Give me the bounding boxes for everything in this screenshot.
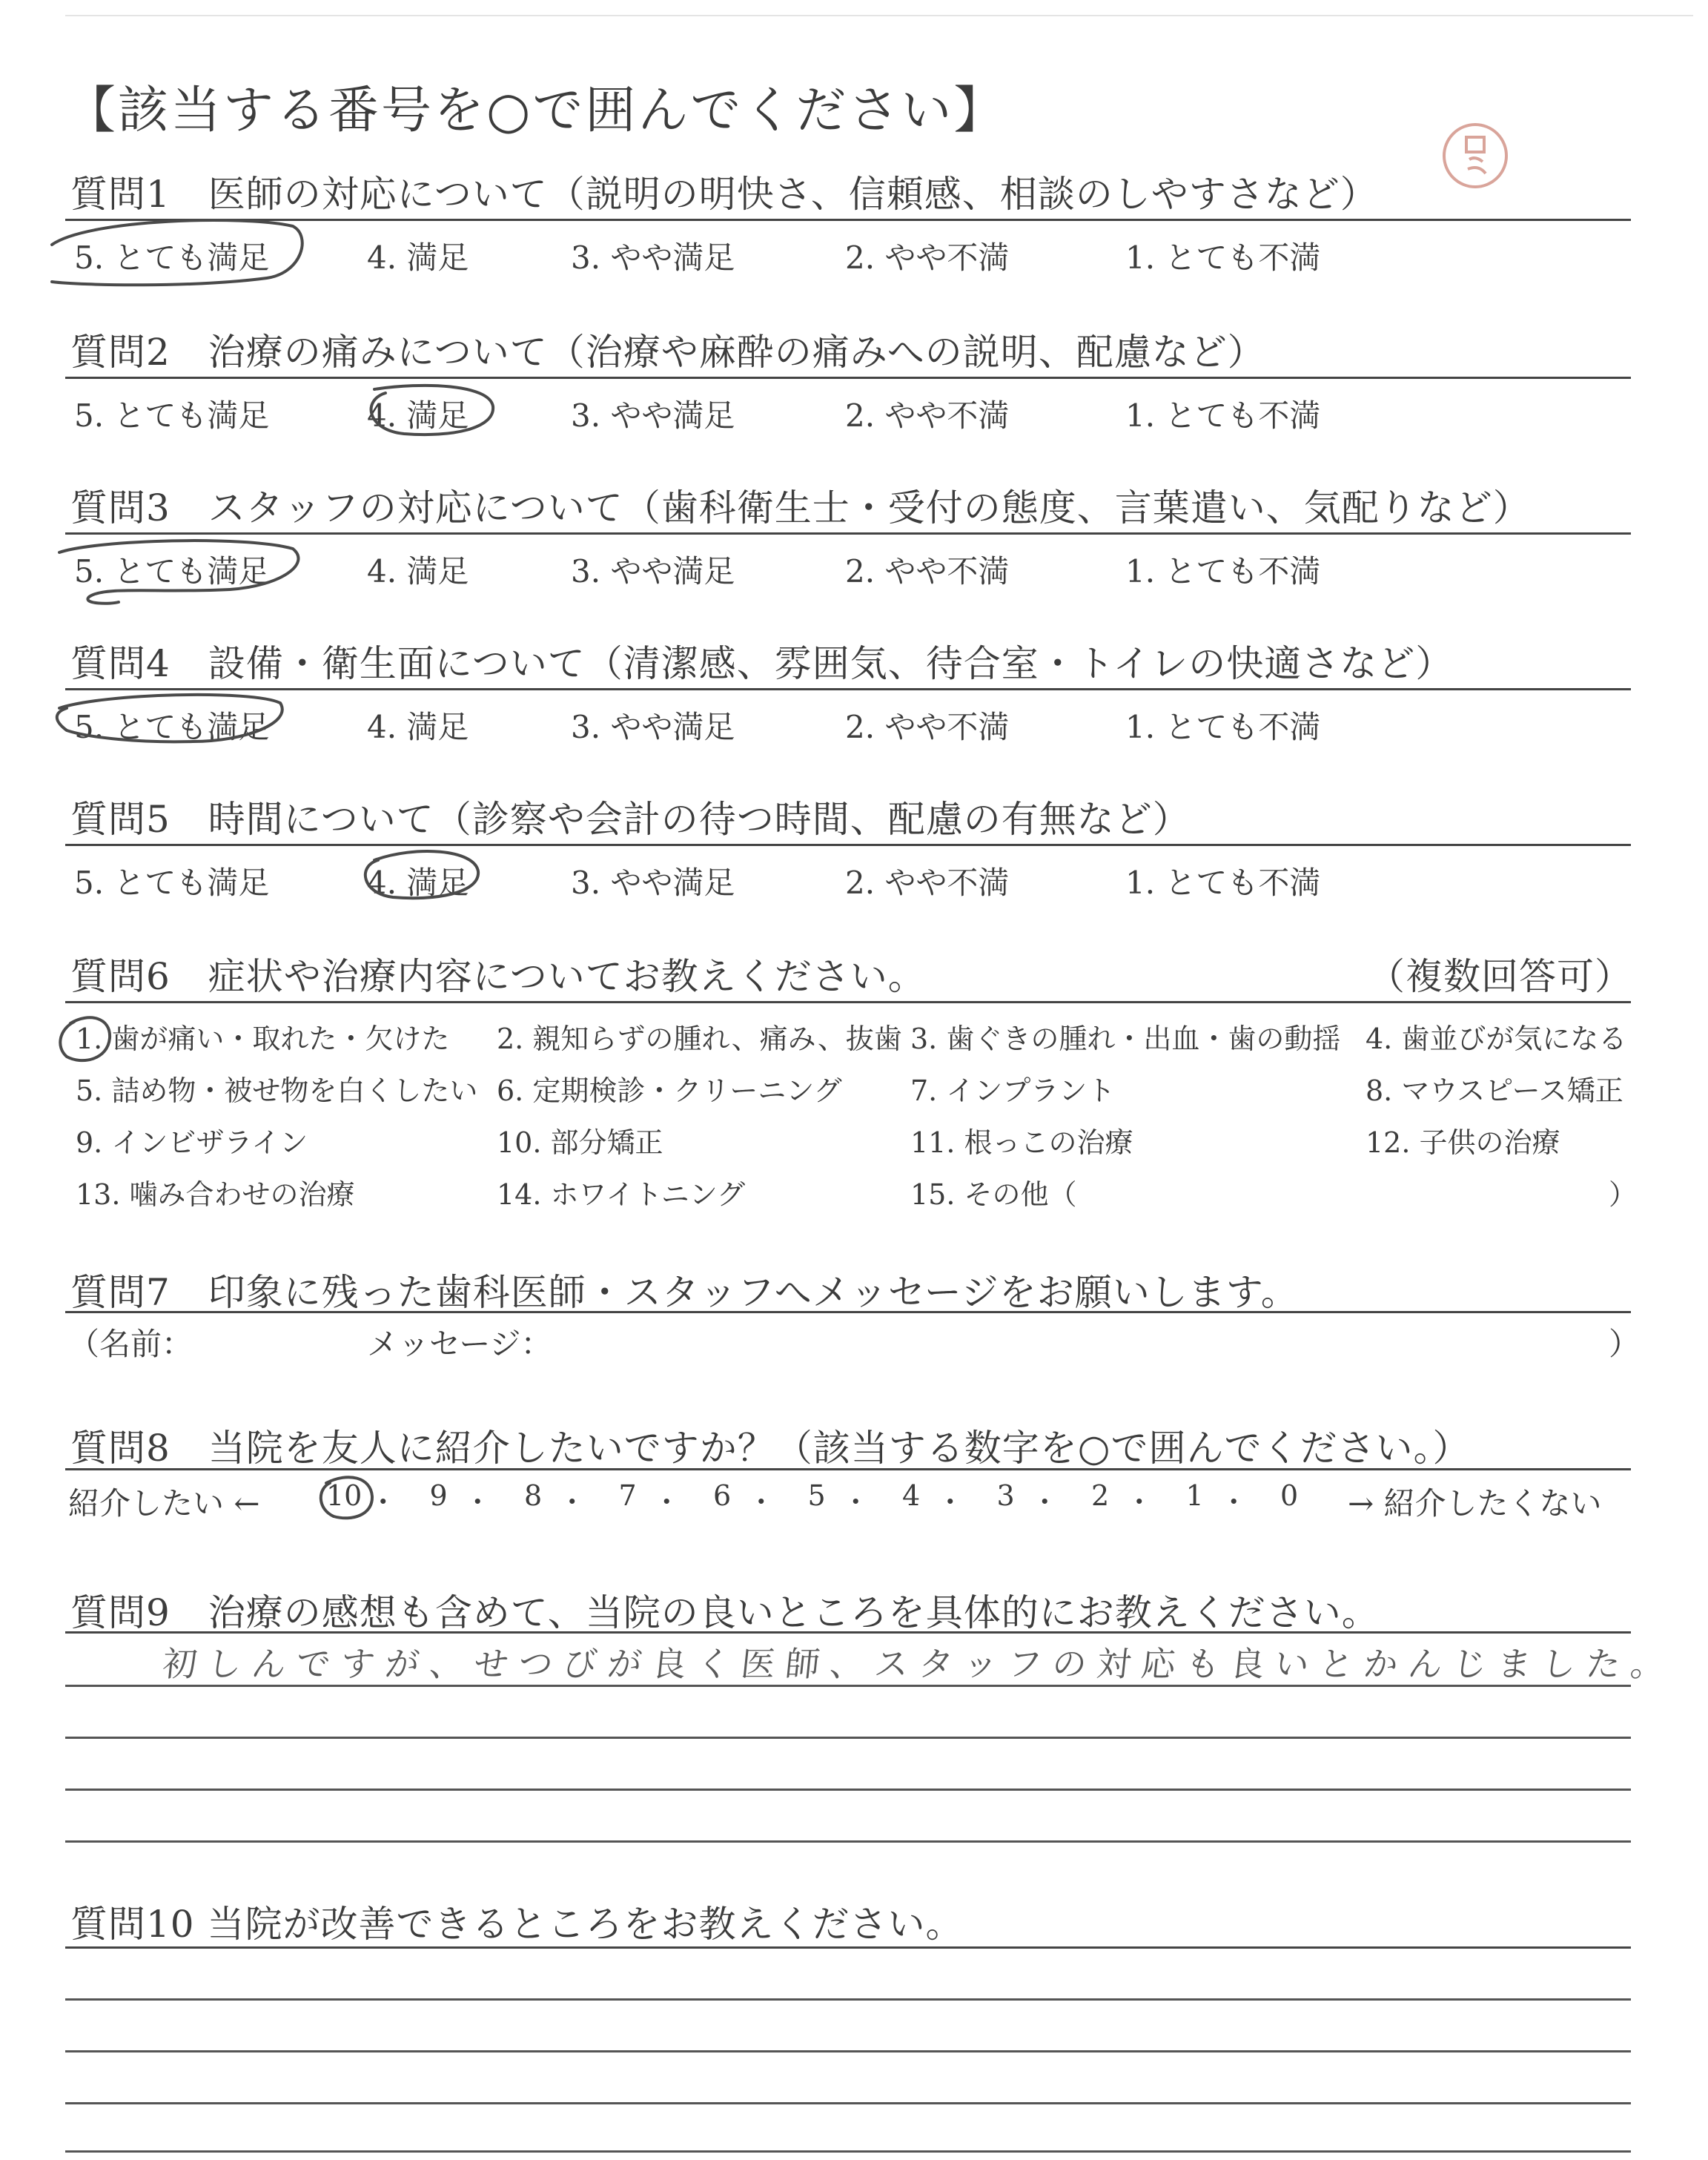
q8-scale-5[interactable]: 5 xyxy=(807,1479,826,1512)
q6-option-12[interactable]: 12. 子供の治療 xyxy=(1366,1126,1560,1159)
question-7-title: 質問7 印象に残った歯科医師・スタッフへメッセージをお願いします。 xyxy=(70,1271,1299,1314)
q3-option-2[interactable]: 2. やや不満 xyxy=(845,553,1010,589)
q6-option-8[interactable]: 8. マウスピース矯正 xyxy=(1366,1074,1623,1107)
q5-option-2[interactable]: 2. やや不満 xyxy=(845,865,1010,901)
question-1-title: 質問1 医師の対応について（説明の明快さ、信頼感、相談のしやすさなど） xyxy=(70,173,1378,216)
question-9-line-4 xyxy=(65,1789,1631,1791)
question-10-line-3 xyxy=(65,2050,1631,2052)
question-9-title: 質問9 治療の感想も含めて、当院の良いところを具体的にお教えください。 xyxy=(70,1591,1380,1634)
q4-option-2[interactable]: 2. やや不満 xyxy=(845,709,1010,745)
q8-scale-separator: ・ xyxy=(747,1486,775,1519)
q3-option-3[interactable]: 3. やや満足 xyxy=(571,553,735,589)
q2-option-2[interactable]: 2. やや不満 xyxy=(845,397,1010,434)
question-6-note: （複数回答可） xyxy=(1368,955,1632,998)
q6-option-7[interactable]: 7. インプラント xyxy=(910,1074,1116,1107)
q4-option-4[interactable]: 4. 満足 xyxy=(367,709,469,745)
q4-option-5[interactable]: 5. とても満足 xyxy=(74,709,270,745)
q6-option-11[interactable]: 11. 根っこの治療 xyxy=(910,1126,1133,1159)
question-1-divider xyxy=(65,219,1631,221)
q8-scale-0[interactable]: 0 xyxy=(1280,1479,1299,1512)
q8-scale-3[interactable]: 3 xyxy=(996,1479,1015,1512)
q9-answer[interactable]: 初しんですが、せつびが良く医師、スタッフの対応も良いとかんじました。 xyxy=(160,1644,1678,1684)
question-9-line-5 xyxy=(65,1840,1631,1843)
question-7-divider xyxy=(65,1311,1631,1313)
question-3-title: 質問3 スタッフの対応について（歯科衛生士・受付の態度、言葉遣い、気配りなど） xyxy=(70,486,1531,529)
q6-option-15[interactable]: 15. その他（ xyxy=(910,1178,1077,1211)
q8-scale-separator: ・ xyxy=(936,1486,964,1519)
q3-option-1[interactable]: 1. とても不満 xyxy=(1125,553,1321,589)
q1-option-1[interactable]: 1. とても不満 xyxy=(1125,240,1321,276)
question-2-title: 質問2 治療の痛みについて（治療や麻酔の痛みへの説明、配慮など） xyxy=(70,331,1265,374)
q1-option-5[interactable]: 5. とても満足 xyxy=(74,240,270,276)
question-9-line-3 xyxy=(65,1737,1631,1739)
q8-right-label: → 紹介したくない xyxy=(1348,1485,1602,1522)
q1-option-4[interactable]: 4. 満足 xyxy=(367,240,469,276)
question-2-divider xyxy=(65,377,1631,379)
q1-option-2[interactable]: 2. やや不満 xyxy=(845,240,1010,276)
question-10-line-5 xyxy=(65,2150,1631,2153)
question-8-title: 質問8 当院を友人に紹介したいですか？（該当する数字を○で囲んでください。） xyxy=(70,1427,1471,1470)
question-5-divider xyxy=(65,844,1631,846)
question-9-line-1 xyxy=(65,1631,1631,1634)
q7-name-label: （名前： xyxy=(68,1326,193,1362)
q8-scale-separator: ・ xyxy=(463,1486,492,1519)
q6-option-3[interactable]: 3. 歯ぐきの腫れ・出血・歯の動揺 xyxy=(910,1023,1341,1055)
q3-option-4[interactable]: 4. 満足 xyxy=(367,553,469,589)
q8-left-label: 紹介したい ← xyxy=(68,1485,260,1522)
question-8-divider xyxy=(65,1468,1631,1470)
q6-option-13[interactable]: 13. 噛み合わせの治療 xyxy=(76,1178,355,1211)
q7-message-label: メッセージ： xyxy=(367,1326,552,1362)
q6-option-6[interactable]: 6. 定期検診・クリーニング xyxy=(497,1074,842,1107)
q8-scale-2[interactable]: 2 xyxy=(1091,1479,1110,1512)
q1-option-3[interactable]: 3. やや満足 xyxy=(571,240,735,276)
q8-scale-separator: ・ xyxy=(368,1486,397,1519)
approval-stamp xyxy=(1438,119,1512,193)
q2-option-3[interactable]: 3. やや満足 xyxy=(571,397,735,434)
q6-option-5[interactable]: 5. 詰め物・被せ物を白くしたい xyxy=(76,1074,478,1107)
q6-option-4[interactable]: 4. 歯並びが気になる xyxy=(1366,1023,1627,1055)
q6-option-10[interactable]: 10. 部分矯正 xyxy=(497,1126,663,1159)
q8-scale-1[interactable]: 1 xyxy=(1185,1479,1204,1512)
q2-option-1[interactable]: 1. とても不満 xyxy=(1125,397,1321,434)
q5-option-1[interactable]: 1. とても不満 xyxy=(1125,865,1321,901)
q5-option-3[interactable]: 3. やや満足 xyxy=(571,865,735,901)
q8-scale-separator: ・ xyxy=(652,1486,681,1519)
q5-option-5[interactable]: 5. とても満足 xyxy=(74,865,270,901)
q2-option-4[interactable]: 4. 満足 xyxy=(367,397,469,434)
question-3-divider xyxy=(65,532,1631,535)
q8-scale-7[interactable]: 7 xyxy=(618,1479,637,1512)
top-border xyxy=(65,15,1693,16)
question-10-line-2 xyxy=(65,1998,1631,2001)
q4-option-3[interactable]: 3. やや満足 xyxy=(571,709,735,745)
q4-option-1[interactable]: 1. とても不満 xyxy=(1125,709,1321,745)
q6-option-1[interactable]: 1. 歯が痛い・取れた・欠けた xyxy=(76,1023,450,1055)
q6-option-14[interactable]: 14. ホワイトニング xyxy=(497,1178,746,1211)
q2-option-5[interactable]: 5. とても満足 xyxy=(74,397,270,434)
question-9-line-2 xyxy=(65,1685,1631,1687)
q7-close-paren: ） xyxy=(1609,1326,1641,1362)
q8-scale-separator: ・ xyxy=(1125,1486,1153,1519)
q5-option-4[interactable]: 4. 満足 xyxy=(367,865,469,901)
q8-scale-8[interactable]: 8 xyxy=(524,1479,543,1512)
question-10-line-4 xyxy=(65,2102,1631,2104)
q8-scale-separator: ・ xyxy=(1219,1486,1248,1519)
question-4-divider xyxy=(65,688,1631,690)
q8-scale-separator: ・ xyxy=(557,1486,586,1519)
page-title: 【該当する番号を○で囲んでください】 xyxy=(65,82,1007,140)
q8-scale-separator: ・ xyxy=(841,1486,870,1519)
question-6-title: 質問6 症状や治療内容についてお教えください。 xyxy=(70,955,926,998)
q3-option-5[interactable]: 5. とても満足 xyxy=(74,553,270,589)
q6-other-close-paren: ） xyxy=(1609,1178,1638,1211)
question-6-divider xyxy=(65,1001,1631,1003)
question-5-title: 質問5 時間について（診察や会計の待つ時間、配慮の有無など） xyxy=(70,798,1191,841)
question-4-title: 質問4 設備・衛生面について（清潔感、雰囲気、待合室・トイレの快適さなど） xyxy=(70,642,1454,685)
q6-option-9[interactable]: 9. インビザライン xyxy=(76,1126,308,1159)
q8-scale-4[interactable]: 4 xyxy=(902,1479,921,1512)
q8-scale-separator: ・ xyxy=(1030,1486,1059,1519)
question-10-title: 質問10 当院が改善できるところをお教えください。 xyxy=(70,1903,964,1946)
question-10-line-1 xyxy=(65,1946,1631,1949)
q8-scale-6[interactable]: 6 xyxy=(713,1479,732,1512)
q6-option-2[interactable]: 2. 親知らずの腫れ、痛み、抜歯 xyxy=(497,1023,902,1055)
q8-scale-9[interactable]: 9 xyxy=(429,1479,448,1512)
q8-scale-10[interactable]: 10 xyxy=(326,1479,363,1512)
